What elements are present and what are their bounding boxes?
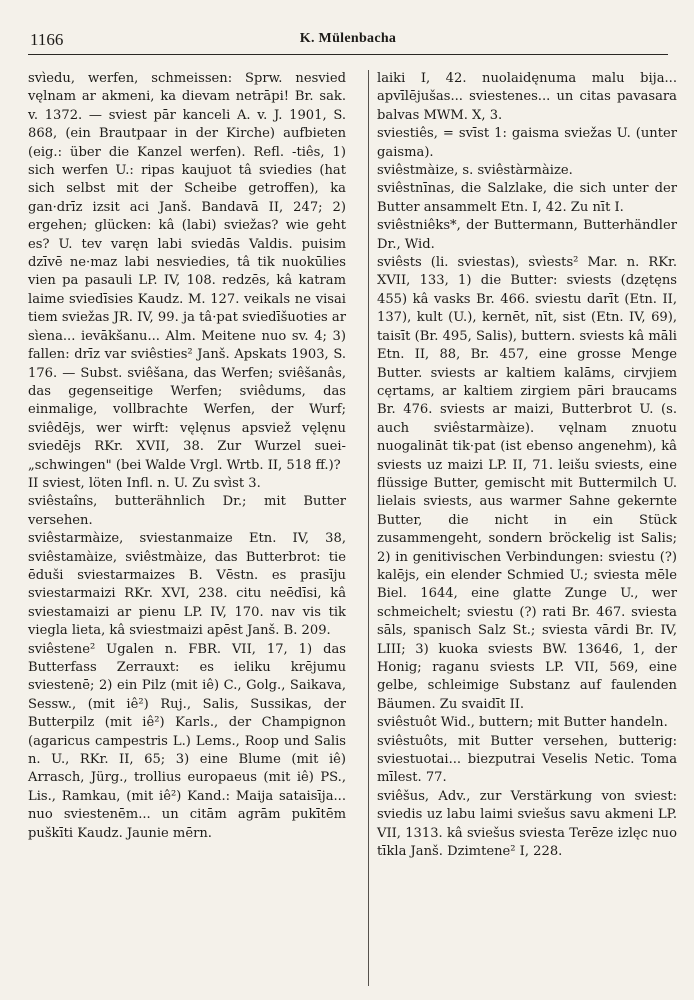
page-header — [28, 28, 668, 55]
right-column — [368, 70, 677, 986]
dictionary-entry: sviêstene² Ugalen n. FBR. VII, 17, 1) das Butterfass Zerrauxt: es ieliku krējumu sviestenē; 2) ein Pilz (mit iê) C., Golg., Saikava, Sessw., (mit iê²) Ruj., Salis, Sussikas, der Butterpilz (mit iê²) Karls., der Champignon (agaricus campestris L.) Lems., Roop und Salis n. U., RKr. II, 65; 3) eine Blume (mit iê) Arrasch, Jürg., trollius europaeus (mit iê) PS., Lis., Ramkau, (mit iê²) Kand.: Maija sataisīja... nuo sviestenēm... un citām agrām pukītēm puškīti Kaudz. Jaunie mērn. — [28, 641, 346, 841]
dictionary-entry: laiki I, 42. nuolaidęnuma malu bija... apvīlējušas... sviestenes... un citas pavasara balvas MWM. X, 3. — [377, 71, 677, 123]
dictionary-entry: II sviest, löten Infl. n. U. Zu svìst 3. — [28, 475, 261, 491]
dictionary-entry: sviestiês, = svīst 1: gaisma sviežas U. (unter gaisma). — [377, 126, 677, 160]
dictionary-entry: sviêstuôts, mit Butter versehen, butterig: sviestuotai... biezputrai Veselis Netic. Toma mīlest. 77. — [377, 733, 677, 786]
dictionary-entry: sviêstarmàize, sviestanmaize Etn. IV, 38, sviêstamàize, sviêstmàize, das Butterbrot: tie ēduši sviestarmaizes B. Vēstn. es prasīju sviestarmaizi RKr. XVI, 238. citu neēdīsi, kâ sviestamaizi ar pienu LP. IV, 170. nav vis tik viegla lieta, kâ sviestmaizi apēst Janš. B. 209. — [28, 531, 346, 639]
dictionary-entry: sviêstniêks*, der Buttermann, Butterhändler Dr., Wid. — [377, 218, 677, 252]
running-head: K. Mülenbacha — [299, 31, 397, 46]
dictionary-entry: sviêstaîns, butterähnlich Dr.; mit Butter versehen. — [28, 494, 346, 528]
left-column — [28, 70, 346, 986]
dictionary-entry: svìedu, werfen, schmeissen: Sprw. nesvied vęlnam ar akmeni, ka dievam netrāpi! Br. sak. v. 1372. — sviest pār kanceli A. v. J. 1901, S. 868, (ein Brautpaar in der Kirche) aufbieten (eig.: über die Kanzel werfen). Refl. -tiês, 1) sich werfen U.: ripas kaujuot tâ sviedies (hat sich selbst mit der Scheibe getroffen), ka gan·drīz izsit aci Janš. Bandavā II, 247; 2) ergehen; glücken: kâ (labi) sviežas? wie geht es? U. tev varęn labi sviedās Valdis. puisim dzīvē ne·maz labi nesviedies, tâ tik nuokūlies vien pa pasauli LP. IV, 108. redzēs, kâ katram laime sviedīsies Kaudz. M. 127. veikals ne visai tiem sviežas JR. IV, 99. ja tâ·pat sviedīšuoties ar sìena... ievākšanu... Alm. Meitene nuo sv. 4; 3) fallen: drīz var sviêsties² Janš. Apskats 1903, S. 176. — Subst. sviêšana, das Werfen; sviêšanâs, das gegenseitige Werfen; sviêdums, das einmalige, vollbrachte Werfen, der Wurf; sviêdējs, wer wirft: vęlęnus apsviež vęlęnu sviedējs RKr. XVII, 38. Zur Wurzel suei- „schwingen" (bei Walde Vrgl. Wrtb. II, 518 ff.)? — [28, 71, 346, 473]
dictionary-entry: sviêstmàize, s. sviêstàrmàize. — [377, 163, 573, 179]
dictionary-entry: sviêstnīnas, die Salzlake, die sich unter der Butter ansammelt Etn. I, 42. Zu nīt I. — [377, 181, 677, 215]
dictionary-entry: sviêsts (li. sviestas), svìests² Mar. n. RKr. XVII, 133, 1) die Butter: sviests (dzętęns 455) kâ vasks Br. 466. sviestu darīt (Etn. II, 137), kult (U.), kernēt, nīt, sist (Etn. IV, 69), taisīt (Br. 495, Salis), buttern. sviests kâ māli Etn. II, 88, Br. 457, eine grosse Menge Butter. sviests ar kaltiem kalāms, cirvjiem cęrtams, ar kaltiem zirgiem pāri braucams Br. 476. sviests ar maizi, Butterbrot U. (s. auch sviêstarmàize). vęlnam znuotu nuogalināt tik·pat (ist ebenso angenehm), kâ sviests uz maizi LP. II, 71. leišu sviests, eine flüssige Butter, gemischt mit Buttermilch U. lielais sviests, aus warmer Sahne gekernte Butter, die nicht in ein Stück zusammengeht, sondern bröckelig ist Salis; 2) in genitivischen Verbindungen: sviestu (?) kalējs, ein elender Schmied U.; sviesta mēle Biel. 1644, eine glatte Zunge U., wer schmeichelt; sviestu (?) rati Br. 467. sviesta sāls, spanisch Salz St.; sviesta vārdi Br. IV, LIII; 3) kuoka sviests BW. 13646, 1, der Honig; raganu sviests LP. VII, 569, eine gelbe, schleimige Substanz auf faulenden Bäumen. Zu svaidīt II. — [377, 255, 677, 712]
dictionary-entry: sviêšus, Adv., zur Verstärkung von sviest: sviedis uz labu laimi sviešus savu akmeni LP. VII, 1313. kâ sviešus sviesta Terēze izlęc nuo tīkla Janš. Dzimtene² I, 228. — [377, 788, 677, 860]
page-number: 1166 — [30, 30, 64, 49]
dictionary-entry: sviêstuôt Wid., buttern; mit Butter handeln. — [377, 715, 668, 731]
